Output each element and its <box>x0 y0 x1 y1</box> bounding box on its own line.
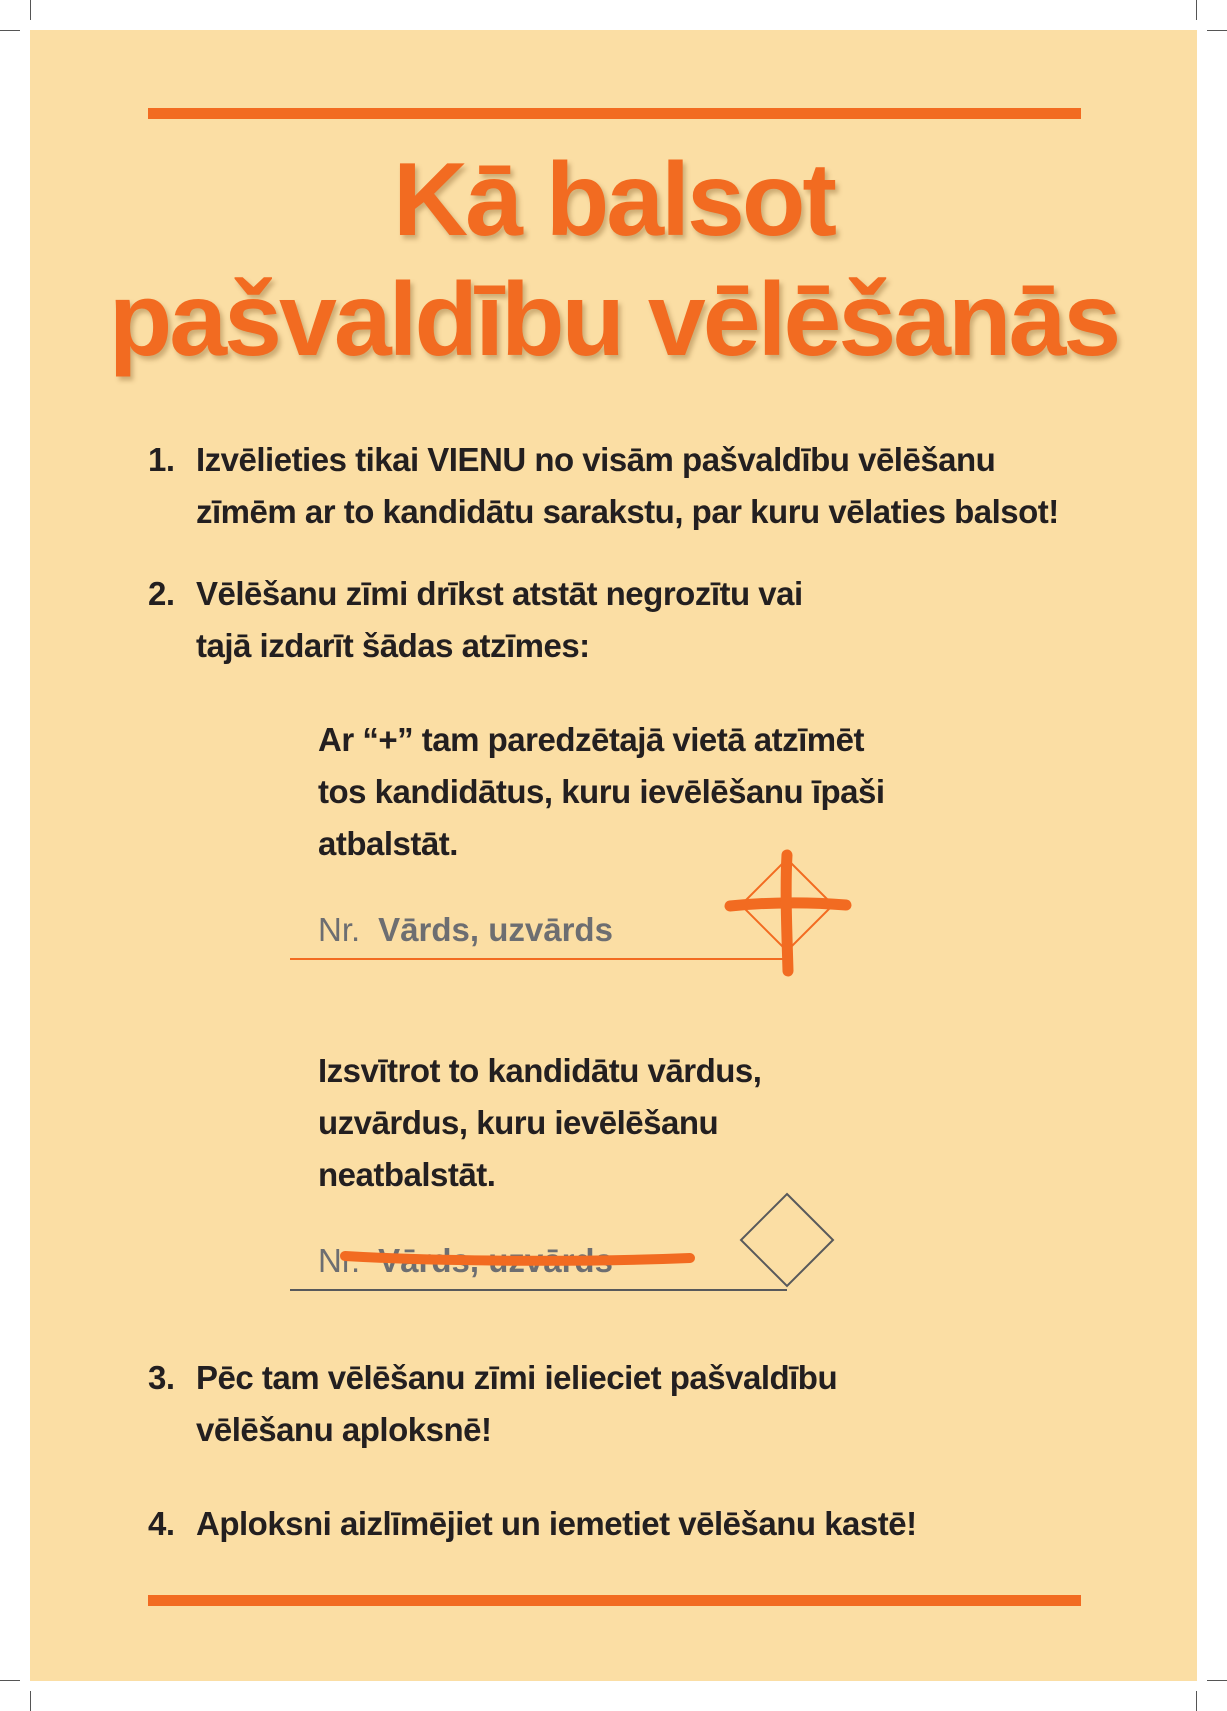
example-candidate-struck <box>318 1242 613 1280</box>
diamond-checkbox <box>741 1194 833 1286</box>
example-candidate-plus <box>318 911 613 949</box>
bottom-rule <box>148 1595 1081 1606</box>
option-line: tos kandidātus, kuru ievēlēšanu īpaši <box>318 773 885 810</box>
diamond-checkbox <box>741 859 833 951</box>
option-line: neatbalstāt. <box>318 1156 496 1193</box>
step-text <box>196 568 803 672</box>
option-plus-text <box>318 714 885 870</box>
option-line: atbalstāt. <box>318 825 458 862</box>
step-text <box>196 1498 917 1550</box>
step-line: zīmēm ar to kandidātu sarakstu, par kuru vēlaties balsot! <box>196 493 1059 530</box>
crop-mark-bottom-right-v <box>1196 1691 1197 1711</box>
step-4 <box>148 1498 917 1550</box>
title-line-2: pašvaldību vēlēšanās <box>108 262 1119 378</box>
step-3 <box>148 1352 837 1456</box>
example-name: Vārds, uzvārds <box>378 911 613 948</box>
crop-mark-bottom-left-v <box>30 1691 31 1711</box>
crop-mark-top-right-h <box>1207 30 1227 31</box>
option-line: Ar “+” tam paredzētajā vietā atzīmēt <box>318 721 864 758</box>
step-line: Izvēlieties tikai VIENU no visām pašvaldību vēlēšanu <box>196 441 996 478</box>
example-name: Vārds, uzvārds <box>378 1242 613 1279</box>
step-line: Aploksni aizlīmējiet un iemetiet vēlēšanu kastē! <box>196 1505 917 1542</box>
crop-mark-bottom-right-h <box>1207 1680 1227 1681</box>
step-text <box>196 1352 837 1456</box>
step-1 <box>148 434 1059 538</box>
crop-mark-top-left-h <box>0 30 20 31</box>
example-nr: Nr. <box>318 1242 361 1279</box>
crop-mark-top-left-v <box>30 0 31 20</box>
step-number: 1. <box>148 441 175 478</box>
step-number: 2. <box>148 575 175 612</box>
step-number: 4. <box>148 1505 175 1542</box>
plus-mark-icon <box>786 855 788 971</box>
crop-mark-top-right-v <box>1196 0 1197 20</box>
page-title <box>30 140 1197 380</box>
crop-mark-bottom-left-h <box>0 1680 20 1681</box>
step-line: tajā izdarīt šādas atzīmes: <box>196 627 590 664</box>
step-line: Vēlēšanu zīmi drīkst atstāt negrozītu vai <box>196 575 803 612</box>
step-line: Pēc tam vēlēšanu zīmi ielieciet pašvaldību <box>196 1359 838 1396</box>
step-number: 3. <box>148 1359 175 1396</box>
top-rule <box>148 108 1081 119</box>
step-text <box>196 434 1059 538</box>
option-line: Izsvītrot to kandidātu vārdus, <box>318 1052 762 1089</box>
example-nr: Nr. <box>318 911 361 948</box>
step-line: vēlēšanu aploksnē! <box>196 1411 492 1448</box>
step-2 <box>148 568 803 672</box>
title-line-1: Kā balsot <box>392 142 835 258</box>
option-strike-text <box>318 1045 761 1201</box>
voting-poster <box>30 30 1197 1681</box>
plus-mark-icon <box>730 903 846 906</box>
option-line: uzvārdus, kuru ievēlēšanu <box>318 1104 719 1141</box>
